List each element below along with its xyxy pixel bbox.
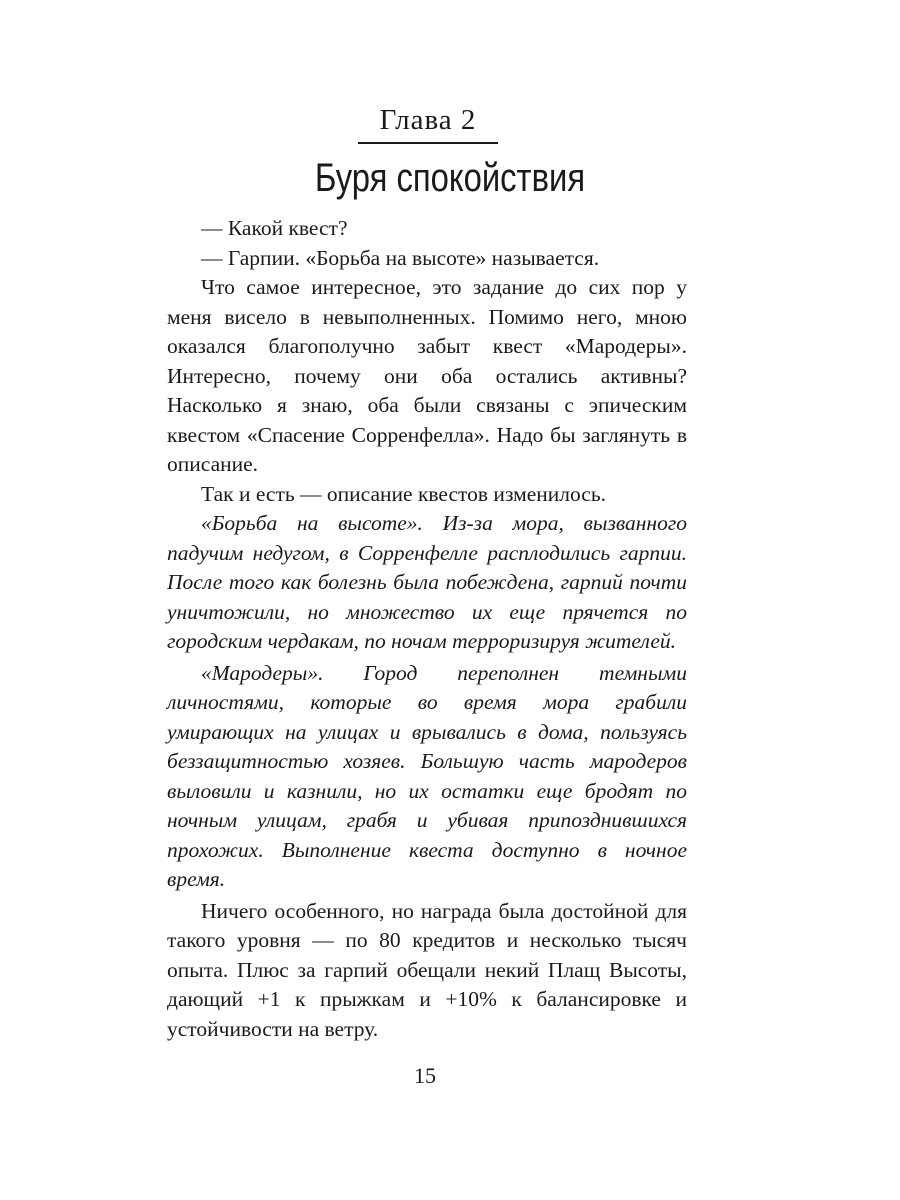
- paragraph-narration-3: Ничего особенного, но награда была достойной для такого уровня — по 80 кредитов и несколько тысяч опыта. Плюс за гарпий обещали некий Плащ Высоты, дающий +1 к прыжкам и +10% к балансировке и устойчивости на ветру.: [167, 898, 687, 1041]
- chapter-title: Буря спокойствия: [314, 156, 586, 200]
- paragraph-dialogue-2: — Гарпии. «Борьба на высоте» называется.: [201, 245, 600, 270]
- body-text: [167, 214, 687, 1044]
- paragraph-quest-description-1: «Борьба на высоте». Из-за мора, вызванного падучим недугом, в Сорренфелле расплодились гарпии. После того как болезнь была побеждена, гарпий почти уничтожили, но множество их еще прячется по городским чердакам, по ночам терроризируя жителей.: [167, 511, 687, 653]
- paragraph-quest-description-2: «Мародеры». Город переполнен темными личностями, которые во время мора грабили умирающих на улицах и врывались в дома, пользуясь беззащитностью хозяев. Большую часть мародеров выловили и казнили, но их остатки еще бродят по ночным улицам, грабя и убивая припозднившихся прохожих. Выполнение квеста доступно в ночное время.: [167, 660, 687, 891]
- paragraph-dialogue-1: — Какой квест?: [201, 216, 348, 240]
- paragraph-narration-1: Что самое интересное, это задание до сих пор у меня висело в невыполненных. Помимо него, мною оказался благополучно забыт квест «Мародеры». Интересно, почему они оба остались активны? Насколько я знаю, оба были связаны с эпическим квестом «Спасение Сорренфелла». Надо бы заглянуть в описание.: [167, 275, 687, 476]
- paragraph-narration-2: Так и есть — описание квестов изменилось.: [201, 481, 607, 506]
- page-number: 15: [414, 1063, 436, 1088]
- chapter-label: Глава 2: [358, 102, 498, 144]
